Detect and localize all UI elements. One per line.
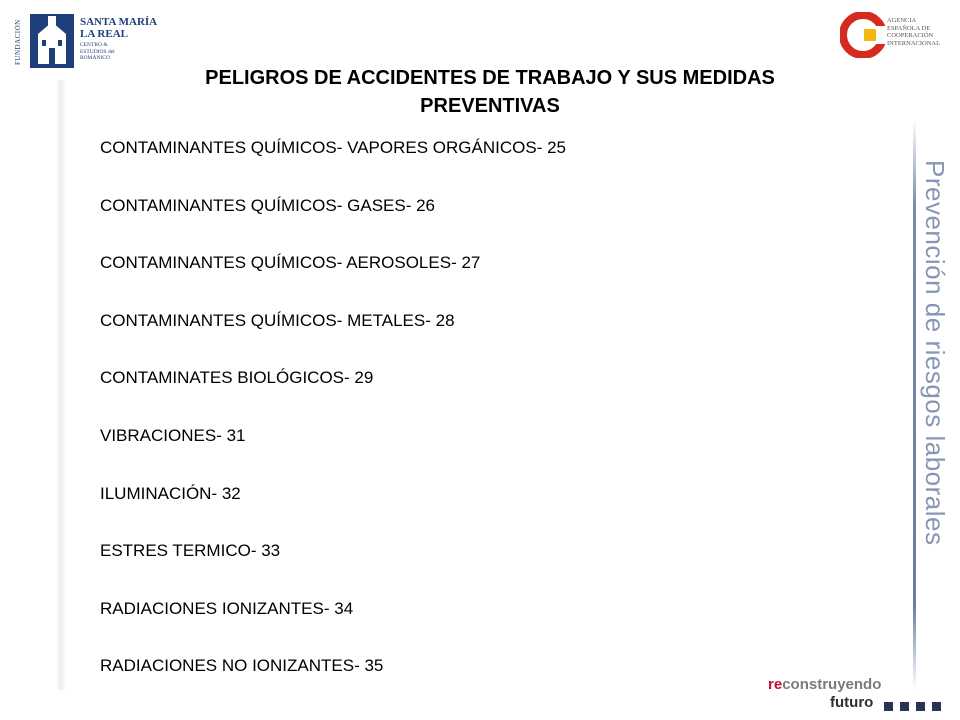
list-item: ILUMINACIÓN- 32	[100, 483, 241, 503]
brand-line1	[768, 676, 881, 693]
list-item: VIBRACIONES- 31	[100, 425, 246, 445]
list-item: CONTAMINATES BIOLÓGICOS- 29	[100, 368, 374, 388]
logo-name	[80, 16, 157, 40]
logo-name-line2: LA REAL	[80, 28, 128, 40]
fundacion-vertical-label: FUNDACIÓN	[14, 19, 22, 65]
list-item: CONTAMINANTES QUÍMICOS- METALES- 28	[100, 310, 455, 330]
aecid-line1: AGENCIA	[887, 17, 917, 24]
brand-squares	[884, 698, 948, 716]
logo-sub-line2: ESTUDIOS del	[80, 48, 115, 55]
logo-subtitle	[80, 42, 115, 62]
aecid-line2: ESPAÑOLA DE	[887, 24, 931, 32]
aecid-c-icon	[840, 12, 886, 58]
square-icon	[916, 702, 925, 711]
title-line2: PREVENTIVAS	[420, 95, 560, 117]
list-item: RADIACIONES NO IONIZANTES- 35	[100, 656, 384, 676]
square-icon	[900, 702, 909, 711]
reconstruyendo-futuro-brand	[768, 676, 948, 716]
aecid-logo	[840, 12, 950, 62]
topic-list	[100, 134, 566, 710]
list-item: ESTRES TERMICO- 33	[100, 541, 281, 561]
church-icon	[30, 14, 74, 68]
page-title	[96, 64, 884, 120]
list-item: CONTAMINANTES QUÍMICOS- AEROSOLES- 27	[100, 253, 481, 273]
left-shadow-decoration	[56, 80, 66, 690]
santa-maria-la-real-logo	[14, 12, 158, 72]
brand-rest: construyendo	[782, 676, 882, 693]
square-icon	[932, 702, 941, 711]
logo-sub-line3: ROMÁNICO	[80, 55, 110, 61]
square-icon	[884, 702, 893, 711]
list-item: RADIACIONES IONIZANTES- 34	[100, 598, 354, 618]
logo-sub-line1: CENTRO &	[80, 42, 108, 48]
brand-accent: re	[768, 676, 783, 693]
list-item: CONTAMINANTES QUÍMICOS- VAPORES ORGÁNICOS- 25	[100, 138, 566, 157]
list-item: CONTAMINANTES QUÍMICOS- GASES- 26	[100, 195, 436, 215]
side-divider-line	[913, 120, 916, 690]
aecid-text	[887, 17, 940, 47]
side-vertical-text: Prevención de riesgos laborales	[920, 160, 950, 546]
brand-line2: futuro	[830, 694, 874, 711]
title-line1: PELIGROS DE ACCIDENTES DE TRABAJO Y SUS MEDIDAS	[205, 67, 775, 89]
aecid-line4: INTERNACIONAL	[887, 39, 941, 47]
aecid-line3: COOPERACIÓN	[887, 32, 934, 40]
logo-name-line1: SANTA MARÍA	[80, 16, 158, 28]
